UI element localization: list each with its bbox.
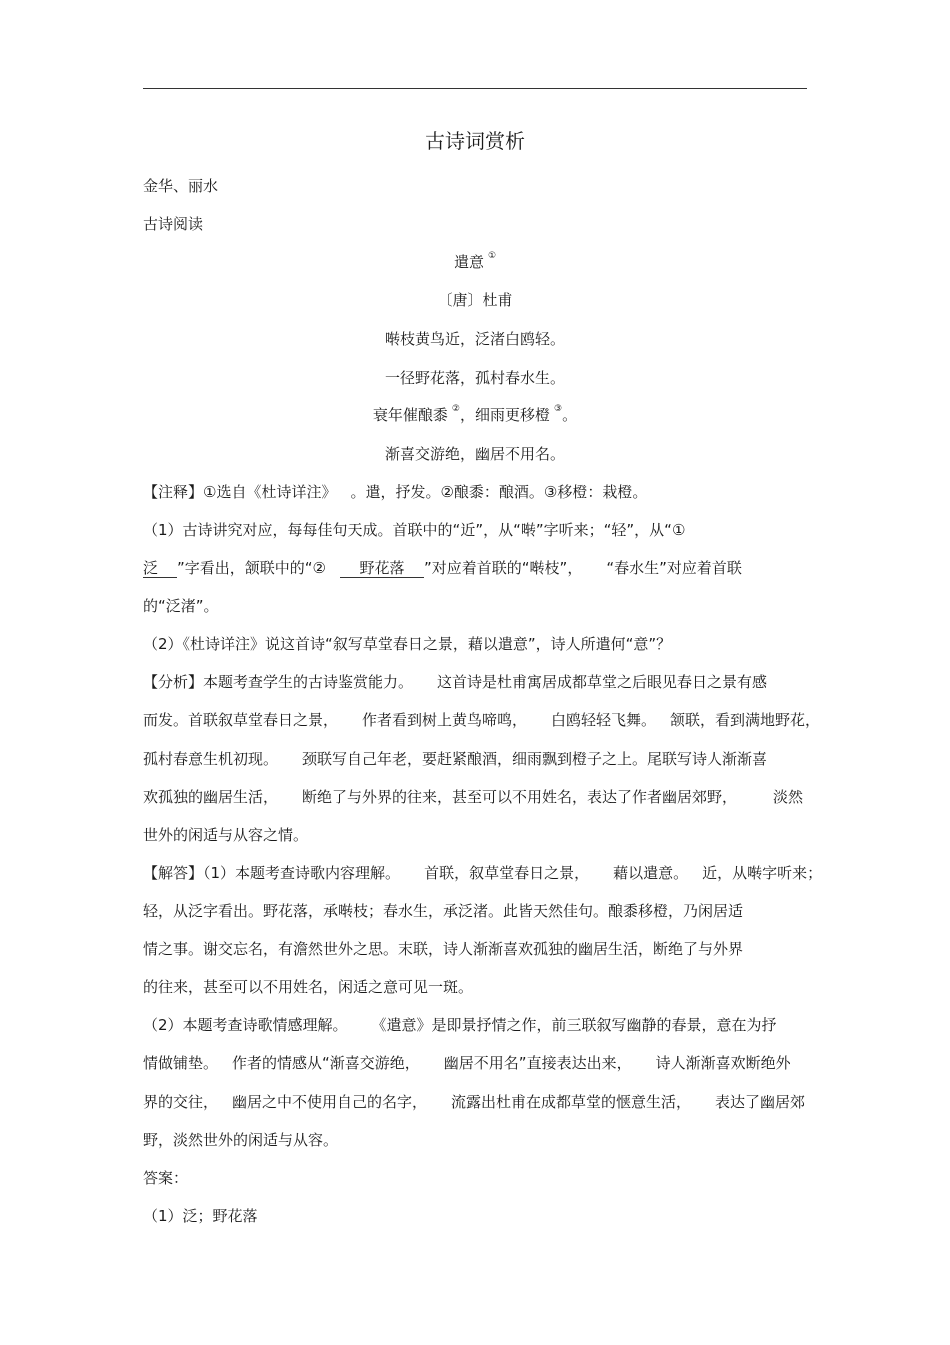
notes-text-b: 。遣，抒发。②酿黍：酿酒。③移橙：栽橙。 (350, 483, 648, 501)
analysis-line-1 (143, 672, 767, 692)
solution-text: 近，从啭字听来； (702, 864, 823, 882)
analysis-line-3 (143, 749, 767, 769)
answer-1: （1）泛；野花落 (143, 1207, 258, 1225)
analysis-text: 作者看到树上黄鸟啼鸣， (362, 711, 528, 729)
solution-text: （1）本题考查诗歌内容理解。 (203, 864, 401, 882)
question-1-line-1: （1）古诗讲究对应，每每佳句天成。首联中的“近”，从“啭”字听来；“轻”，从“① (143, 521, 686, 539)
notes (143, 482, 647, 502)
analysis-line-5: 世外的闲适与从容之情。 (143, 826, 309, 844)
solution-text: 情做铺垫。 (143, 1054, 219, 1072)
header-rule (143, 88, 807, 89)
analysis-text: 本题考查学生的古诗鉴赏能力。 (203, 673, 414, 691)
analysis-text: 欢孤独的幽居生活， (143, 788, 279, 806)
solution-line-4: 的往来，甚至可以不用姓名，闲适之意可见一斑。 (143, 978, 474, 996)
solution-text: 幽居之中不使用自己的名字， (232, 1093, 428, 1111)
question-1-text-3: ”对应着首联的“啭枝”， (424, 559, 583, 577)
analysis-text: 孤村春意生机初现。 (143, 750, 279, 768)
footnote-mark: ② (451, 404, 460, 414)
poem-line-3 (0, 405, 950, 425)
analysis-text: 断绝了与外界的往来，甚至可以不用姓名，表达了作者幽居郊野， (302, 788, 738, 806)
question-2: （2）《杜诗详注》说这首诗“叙写草堂春日之景，藉以遣意”，诗人所遣何“意”？ (143, 635, 672, 653)
page-title: 古诗词赏析 (425, 129, 525, 153)
footnote-mark: ① (487, 251, 497, 261)
solution-text: 幽居不用名”直接表达出来， (443, 1054, 632, 1072)
solution-text: 流露出杜甫在成都草堂的惬意生活， (451, 1093, 692, 1111)
solution-text: 首联，叙草堂春日之景， (424, 864, 590, 882)
poem-author: 〔唐〕杜甫 (437, 291, 513, 309)
analysis-text: 这首诗是杜甫寓居成都草堂之后眼见春日之景有感 (437, 673, 768, 691)
solution-text: 藉以遣意。 (613, 864, 689, 882)
section-label: 古诗阅读 (143, 215, 204, 233)
answers-label: 答案： (143, 1169, 189, 1187)
analysis-text: 而发。首联叙草堂春日之景， (143, 711, 339, 729)
poem-line-2: 一径野花落，孤村春水生。 (384, 369, 565, 387)
solution-text: 《遣意》是即景抒情之作，前三联叙写幽静的春景，意在为抒 (371, 1016, 777, 1034)
solution-line-7 (143, 1092, 805, 1112)
solution-text: 诗人渐渐喜欢断绝外 (655, 1054, 791, 1072)
poem-title-text: 遣意 (453, 253, 484, 271)
analysis-label: 【分析】 (143, 673, 204, 691)
analysis-line-4-end: 淡然 (773, 788, 804, 806)
poem-title (0, 252, 950, 272)
question-1-text-2: ”字看出，颔联中的“② (177, 559, 326, 577)
solution-text: 作者的情感从“渐喜交游绝， (232, 1054, 420, 1072)
analysis-text: 白鸥轻轻飞舞。 (551, 711, 657, 729)
solution-line-5 (143, 1015, 777, 1035)
solution-line-2: 轻，从泛字看出。野花落，承啭枝；春水生，承泛渚。此皆天然佳句。酿黍移橙，乃闲居适 (143, 902, 744, 920)
analysis-text: 颈联写自己年老，要赶紧酿酒，细雨飘到橙子之上。尾联写诗人渐渐喜 (302, 750, 768, 768)
footnote-mark: ③ (554, 404, 563, 414)
poem-line-3-b: ，细雨更移橙 (459, 406, 550, 424)
solution-line-1 (143, 863, 822, 883)
solution-text: （2）本题考查诗歌情感理解。 (143, 1016, 348, 1034)
notes-text-a: ①选自《杜诗详注》 (203, 483, 337, 501)
question-1-line-3: 的“泛渚”。 (143, 597, 219, 615)
notes-label: 【注释】 (143, 483, 204, 501)
poem-line-3-c: 。 (562, 406, 578, 424)
solution-text: 界的交往， (143, 1093, 219, 1111)
solution-line-8: 野，淡然世外的闲适与从容。 (143, 1131, 339, 1149)
solution-line-6 (143, 1053, 791, 1073)
analysis-text: 颔联，看到满地野花， (670, 711, 821, 729)
region-label: 金华、丽水 (143, 177, 219, 195)
answer-blank-2: 野花落 (340, 559, 424, 578)
answer-blank-1: 泛 (143, 559, 177, 578)
analysis-line-2 (143, 710, 820, 730)
solution-text: 表达了幽居郊 (715, 1093, 806, 1111)
poem-line-1: 啭枝黄鸟近，泛渚白鸥轻。 (384, 330, 565, 348)
poem-line-3-a: 衰年催酿黍 (372, 406, 448, 424)
question-1-line-2 (143, 558, 742, 578)
solution-line-3: 情之事。谢交忘名，有澹然世外之思。末联，诗人渐渐喜欢孤独的幽居生活，断绝了与外界 (143, 940, 744, 958)
solution-label: 【解答】 (143, 864, 204, 882)
analysis-line-4 (143, 787, 737, 807)
poem-line-4: 渐喜交游绝，幽居不用名。 (384, 445, 565, 463)
question-1-text-4: “春水生”对应着首联 (606, 559, 742, 577)
